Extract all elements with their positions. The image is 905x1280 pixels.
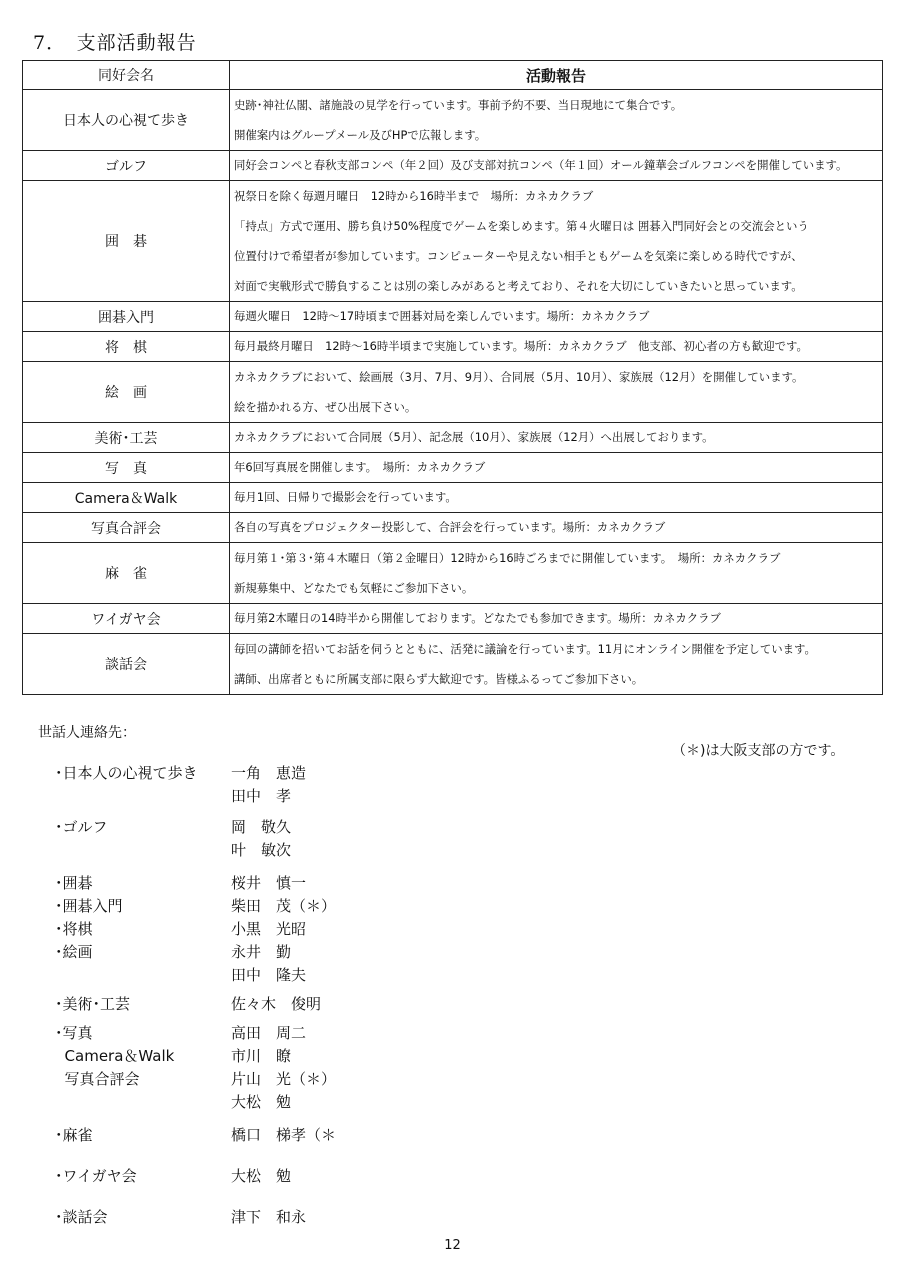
activity-report-cell [230,151,883,181]
contact-person-name: 片山 光（＊） [231,1070,337,1088]
report-line: 対面で実戦形式で勝負することは別の楽しみがあると考えており、それを大切にしていきたいと思っています。 [234,279,803,293]
contact-club [55,918,231,941]
contact-club [55,1165,231,1188]
club-name-cell: 写 真 [23,453,230,483]
contact-persons [231,993,321,1016]
contact-persons [231,895,336,918]
contact-persons [231,918,306,941]
club-name-cell: 麻 雀 [23,543,230,604]
table-row [23,90,883,151]
contact-entry [55,1022,455,1114]
contact-persons [231,1165,291,1188]
report-line: 毎月最終月曜日 12時～16時半頃まで実施しています。場所：カネカクラブ 他支部、初心者の方も歓迎です。 [234,339,808,353]
contact-person-name: 永井 勤 [231,943,292,961]
table-row [23,543,883,604]
contact-club-label: ･美術･工芸 [55,995,131,1013]
contact-entry [55,941,455,987]
contact-club [55,1206,231,1229]
club-name-cell: Camera＆Walk [23,483,230,513]
contact-person-name: 田中 隆夫 [231,966,307,984]
activity-report-cell [230,483,883,513]
contact-club-label: ･将棋 [55,920,93,938]
contact-club [55,941,231,987]
contact-club-label: Camera＆Walk [55,1047,175,1065]
contact-person-name: 市川 瞭 [231,1047,292,1065]
report-line: 毎月1回、日帰りで撮影会を行っています。 [234,490,457,504]
report-line: 毎月第2木曜日の14時半から開催しております。どなたでも参加できます。場所：カネカクラブ [234,611,721,625]
section-title: 7． 支部活動報告 [33,32,197,54]
table-row [23,151,883,181]
contact-persons [231,816,291,862]
report-line: 毎回の講師を招いてお話を伺うとともに、活発に議論を行っています。11月にオンライン開催を予定しています。 [234,642,816,656]
table-row [23,423,883,453]
contact-entry [55,872,455,895]
activity-report-cell [230,332,883,362]
activity-report-cell [230,362,883,423]
activity-report-cell [230,302,883,332]
table-row [23,332,883,362]
contact-club [55,762,231,808]
table-row [23,604,883,634]
contact-entry [55,918,455,941]
contact-persons [231,941,306,987]
contact-club-label: ･麻雀 [55,1126,93,1144]
table-row [23,483,883,513]
activity-report-table [22,60,883,695]
report-line: 絵を描かれる方、ぜひ出展下さい。 [234,400,417,414]
contact-club-label: ･囲碁入門 [55,897,123,915]
activity-report-cell [230,181,883,302]
table-row [23,453,883,483]
activity-report-cell [230,423,883,453]
report-line: 講師、出席者ともに所属支部に限らず大歓迎です。皆様ふるってご参加下さい。 [234,672,644,686]
contact-persons [231,762,306,808]
club-name-cell: ゴルフ [23,151,230,181]
activity-report-cell [230,543,883,604]
contacts-list [55,762,455,1229]
contact-entry [55,993,455,1016]
report-line: 開催案内はグループメール及びHPで広報します。 [234,128,487,142]
club-name-cell: 将 棋 [23,332,230,362]
report-line: 年6回写真展を開催します。 場所：カネカクラブ [234,460,486,474]
contact-person-name: 桜井 慎一 [231,874,307,892]
table-row [23,362,883,423]
activity-report-cell [230,513,883,543]
contact-club-label: 写真合評会 [55,1070,140,1088]
contact-person-name: 叶 敏次 [231,841,292,859]
club-name-cell: 美術･工芸 [23,423,230,453]
table-row [23,634,883,695]
report-line: 新規募集中、どなたでも気軽にご参加下さい。 [234,581,474,595]
club-name-cell: 絵 画 [23,362,230,423]
contact-person-name: 津下 和永 [231,1208,307,1226]
contact-entry [55,1124,455,1147]
contact-club [55,816,231,862]
contact-entry [55,1165,455,1188]
contact-club-label: ･囲碁 [55,874,93,892]
contact-club-label: ･ワイガヤ会 [55,1167,137,1185]
contact-persons [231,1022,336,1114]
contact-entry [55,895,455,918]
page-number: 12 [444,1238,461,1253]
report-line: 史跡･神社仏閣、諸施設の見学を行っています。事前予約不要、当日現地にて集合です。 [234,98,683,112]
contact-person-name: 高田 周二 [231,1024,307,1042]
contact-entry [55,816,455,862]
contact-persons [231,872,306,895]
activity-report-cell [230,634,883,695]
report-line: カネカクラブにおいて、絵画展（3月、7月、9月）、合同展（5月、10月）、家族展（12月）を開催しています。 [234,370,804,384]
contact-club [55,895,231,918]
report-line: 祝祭日を除く毎週月曜日 12時から16時半まで 場所：カネカクラブ [234,189,594,203]
header-activity-report: 活動報告 [230,61,883,90]
contact-person-name: 大松 勉 [231,1167,292,1185]
contact-person-name: 岡 敬久 [231,818,292,836]
table-row [23,513,883,543]
contact-club [55,1124,231,1147]
contact-person-name: 柴田 茂（＊） [231,897,337,915]
contact-club [55,993,231,1016]
contact-club-label: ･絵画 [55,943,93,961]
club-name-cell: 囲碁入門 [23,302,230,332]
contact-person-name: 田中 孝 [231,787,292,805]
contact-person-name: 一角 恵造 [231,764,307,782]
report-line: 毎週火曜日 12時～17時頃まで囲碁対局を楽しんでいます。場所：カネカクラブ [234,309,650,323]
activity-report-cell [230,604,883,634]
report-line: カネカクラブにおいて合同展（5月）、記念展（10月）、家族展（12月）へ出展しております。 [234,430,714,444]
osaka-branch-note: （＊)は大阪支部の方です。 [672,743,845,759]
contact-club [55,1022,231,1114]
club-name-cell: 談話会 [23,634,230,695]
report-line: 各自の写真をプロジェクター投影して、合評会を行っています。場所：カネカクラブ [234,520,666,534]
contact-club-label: ･写真 [55,1024,93,1042]
club-name-cell: 囲 碁 [23,181,230,302]
contact-club [55,872,231,895]
report-line: 「持点」方式で運用、勝ち負け50%程度でゲームを楽しめます。第４火曜日は 囲碁入門同好会との交流会という [234,219,809,233]
contacts-title: 世話人連絡先： [38,725,136,741]
contact-person-name: 橋口 梯孝（＊ [231,1126,337,1144]
activity-report-cell [230,90,883,151]
contact-persons [231,1124,336,1147]
contact-person-name: 小黒 光昭 [231,920,307,938]
contact-club-label: ･日本人の心視て歩き [55,764,198,782]
report-line: 同好会コンペと春秋支部コンペ（年２回）及び支部対抗コンペ（年１回）オール鐘華会ゴルフコンペを開催しています。 [234,158,848,172]
club-name-cell: 日本人の心視て歩き [23,90,230,151]
contact-entry [55,762,455,808]
contact-persons [231,1206,306,1229]
contact-person-name: 佐々木 俊明 [231,995,322,1013]
activity-report-cell [230,453,883,483]
header-club-name: 同好会名 [23,61,230,90]
table-header-row [23,61,883,90]
report-line: 毎月第１･第３･第４木曜日（第２金曜日）12時から16時ごろまでに開催しています。 場所：カネカクラブ [234,551,781,565]
table-row [23,181,883,302]
report-line: 位置付けで希望者が参加しています。コンピューターや見えない相手ともゲームを気楽に楽しめる時代ですが、 [234,249,803,263]
club-name-cell: ワイガヤ会 [23,604,230,634]
contact-club-label: ･談話会 [55,1208,108,1226]
contact-club-label: ･ゴルフ [55,818,108,836]
club-name-cell: 写真合評会 [23,513,230,543]
contact-person-name: 大松 勉 [231,1093,292,1111]
table-row [23,302,883,332]
contact-entry [55,1206,455,1229]
